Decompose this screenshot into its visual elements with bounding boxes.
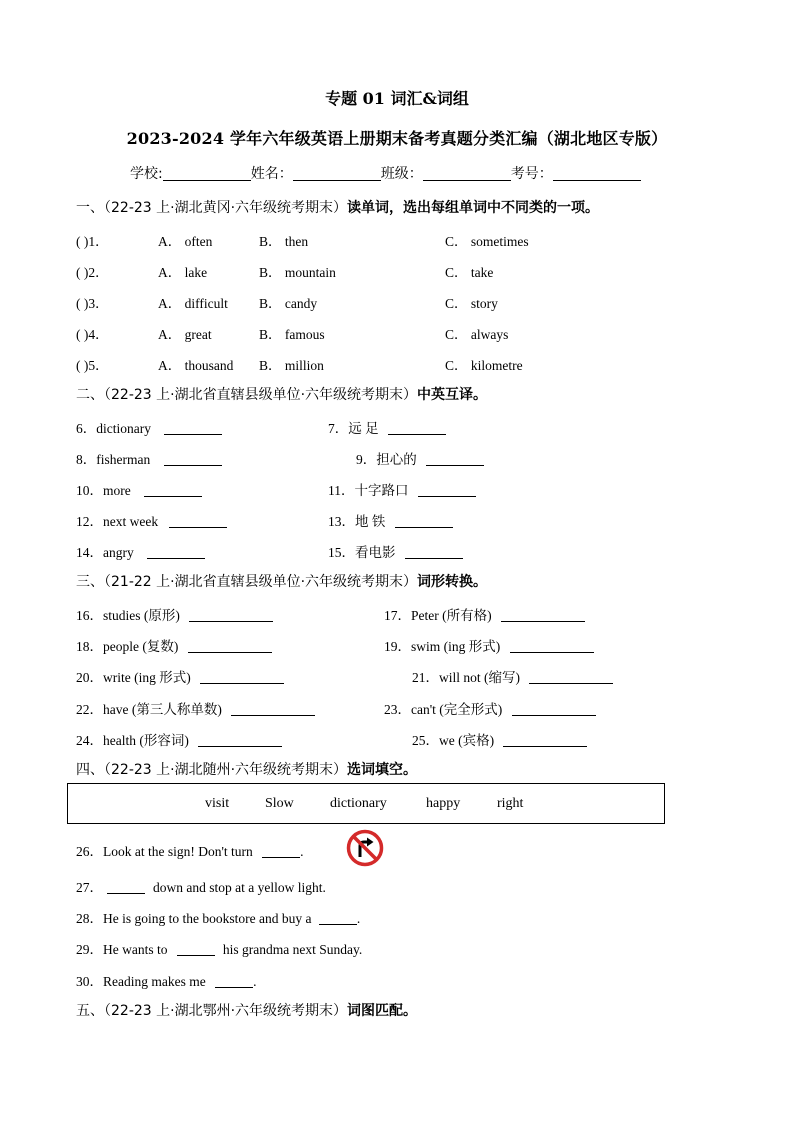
option-a: A． great [158, 327, 212, 342]
answer-blank[interactable] [164, 453, 222, 466]
answer-blank[interactable] [164, 422, 222, 435]
word-bank-box [67, 783, 665, 824]
answer-blank[interactable] [188, 640, 272, 653]
list-item [76, 876, 326, 896]
answer-blank[interactable] [395, 515, 453, 528]
list-item [76, 479, 202, 499]
list-item [76, 510, 227, 530]
list-item [76, 354, 523, 374]
item-number: 1． [88, 234, 109, 249]
option-c: C． take [445, 265, 494, 280]
list-item [412, 666, 613, 686]
item-prompt: 15．看电影 [328, 545, 396, 560]
school-field[interactable] [163, 166, 251, 181]
option-c: C． always [445, 327, 509, 342]
answer-blank[interactable] [198, 734, 282, 747]
list-item [76, 292, 498, 312]
answer-paren[interactable]: ( ) [76, 296, 89, 311]
school-label: 学校: [130, 166, 163, 182]
word-bank-item: visit [205, 796, 230, 811]
section-5-task: 词图匹配。 [347, 1003, 418, 1019]
item-number: 5． [88, 358, 109, 373]
answer-paren[interactable]: ( ) [76, 234, 89, 249]
list-item [76, 970, 256, 990]
item-prompt: 9．担心的 [356, 452, 417, 467]
item-prompt: 25．we (宾格) [412, 733, 495, 748]
answer-blank[interactable] [262, 845, 300, 858]
name-label: 姓名： [250, 166, 293, 182]
item-prompt: 20．write (ing 形式) [76, 670, 191, 685]
sentence-text: down and stop at a yellow light. [153, 880, 326, 895]
sentence-text: his grandma next Sunday. [222, 942, 363, 957]
answer-blank[interactable] [107, 881, 145, 894]
list-item [76, 635, 272, 655]
answer-blank[interactable] [189, 609, 273, 622]
item-number: 4． [88, 327, 109, 342]
item-prompt: 23．can't (完全形式) [384, 702, 503, 717]
option-b: B． famous [259, 327, 325, 342]
item-prompt: 24．health (形容词) [76, 733, 189, 748]
sentence-text: 26．Look at the sign! Don't turn [76, 844, 253, 859]
item-prompt: 10．more [76, 483, 131, 498]
word-bank-item: Slow [265, 796, 294, 811]
answer-blank[interactable] [319, 912, 357, 925]
word-bank-item: happy [426, 796, 461, 811]
sentence-text: 28．He is going to the bookstore and buy a [76, 911, 312, 926]
item-prompt: 11．十字路口 [328, 483, 409, 498]
item-prompt: 18．people (复数) [76, 639, 179, 654]
option-b: B． then [259, 234, 309, 249]
answer-blank[interactable] [231, 703, 315, 716]
list-item [384, 698, 596, 718]
list-item [328, 417, 446, 437]
option-b: B． million [259, 358, 324, 373]
list-item [356, 448, 484, 468]
item-prompt: 19．swim (ing 形式) [384, 639, 501, 654]
item-prompt: 12．next week [76, 514, 159, 529]
answer-paren[interactable]: ( ) [76, 358, 89, 373]
option-c: C． story [445, 296, 498, 311]
section-1-task: 读单词，选出每组单词中不同类的一项。 [347, 200, 600, 216]
word-bank-item: right [497, 796, 524, 811]
section-2-heading [76, 384, 487, 404]
item-prompt: 6．dictionary [76, 421, 151, 436]
option-c: C． kilometre [445, 358, 523, 373]
list-item [76, 417, 222, 437]
item-number: 2． [88, 265, 109, 280]
sentence-text: . [300, 844, 304, 859]
option-b: B． mountain [259, 265, 336, 280]
section-5-source: 五、（22-23 上·湖北鄂州·六年级统考期末） [76, 1003, 348, 1019]
list-item [76, 938, 362, 958]
list-item [76, 698, 315, 718]
item-prompt: 13．地 铁 [328, 514, 386, 529]
answer-blank[interactable] [169, 515, 227, 528]
list-item [76, 230, 529, 250]
list-item [384, 604, 585, 624]
answer-blank[interactable] [529, 671, 613, 684]
list-item [328, 510, 453, 530]
list-item [76, 907, 360, 927]
list-item [384, 635, 594, 655]
answer-blank[interactable] [200, 671, 284, 684]
section-2-task: 中英互译。 [417, 387, 488, 403]
item-prompt: 14．angry [76, 545, 134, 560]
section-1-source: 一、（22-23 上·湖北黄冈·六年级统考期末） [76, 200, 348, 216]
option-a: A． lake [158, 265, 208, 280]
list-item [76, 323, 509, 343]
answer-blank[interactable] [147, 546, 205, 559]
section-4-task: 选词填空。 [347, 762, 418, 778]
item-prompt: 7．远 足 [328, 421, 379, 436]
list-item [76, 729, 282, 749]
answer-blank[interactable] [510, 640, 594, 653]
section-4-heading [76, 759, 417, 779]
number-field[interactable] [553, 166, 641, 181]
sentence-text: 29．He wants to [76, 942, 168, 957]
section-3-task: 词形转换。 [417, 574, 488, 590]
list-item [76, 448, 222, 468]
list-item [328, 479, 476, 499]
option-b: B． candy [259, 296, 318, 311]
answer-blank[interactable] [177, 943, 215, 956]
item-prompt: 22．have (第三人称单数) [76, 702, 222, 717]
section-3-heading [76, 571, 487, 591]
answer-blank[interactable] [418, 484, 476, 497]
class-field[interactable] [423, 166, 511, 181]
sentence-text: . [253, 974, 257, 989]
section-1-heading [76, 197, 599, 217]
list-item [76, 666, 284, 686]
sentence-text: . [356, 911, 361, 926]
answer-blank[interactable] [388, 422, 446, 435]
page-subtitle: 2023-2024 学年六年级英语上册期末备考真题分类汇编（湖北地区专版） [126, 129, 668, 148]
list-item [328, 541, 463, 561]
answer-paren[interactable]: ( ) [76, 327, 89, 342]
answer-paren[interactable]: ( ) [76, 265, 89, 280]
list-item [76, 261, 494, 281]
answer-blank[interactable] [503, 734, 587, 747]
answer-blank[interactable] [405, 546, 463, 559]
name-field[interactable] [293, 166, 381, 181]
option-c: C． sometimes [445, 234, 529, 249]
list-item [76, 840, 304, 860]
list-item [76, 604, 273, 624]
section-4-source: 四、（22-23 上·湖北随州·六年级统考期末） [76, 762, 348, 778]
class-label: 班级： [380, 166, 423, 182]
section-3-source: 三、（21-22 上·湖北省直辖县级单位·六年级统考期末） [76, 574, 418, 590]
option-a: A． thousand [158, 358, 234, 373]
answer-blank[interactable] [501, 609, 585, 622]
item-number: 3． [88, 296, 109, 311]
list-item [76, 541, 205, 561]
item-prompt: 16．studies (原形) [76, 608, 180, 623]
answer-blank[interactable] [215, 975, 253, 988]
page-title: 专题 01 词汇&词组 [325, 89, 469, 108]
item-prompt: 17．Peter (所有格) [384, 608, 492, 623]
student-info-line [130, 163, 641, 183]
item-prompt: 8．fisherman [76, 452, 151, 467]
section-5-heading [76, 1000, 417, 1020]
number-label: 考号： [510, 166, 553, 182]
answer-blank[interactable] [426, 453, 484, 466]
sentence-text: 30．Reading makes me [76, 974, 206, 989]
option-a: A． often [158, 234, 213, 249]
answer-blank[interactable] [512, 703, 596, 716]
word-bank-item: dictionary [330, 796, 387, 811]
no-right-turn-sign-icon [346, 829, 384, 867]
answer-blank[interactable] [144, 484, 202, 497]
section-2-source: 二、（22-23 上·湖北省直辖县级单位·六年级统考期末） [76, 387, 418, 403]
sentence-text: 27． [76, 880, 103, 895]
item-prompt: 21．will not (缩写) [412, 670, 520, 685]
option-a: A． difficult [158, 296, 228, 311]
list-item [412, 729, 587, 749]
